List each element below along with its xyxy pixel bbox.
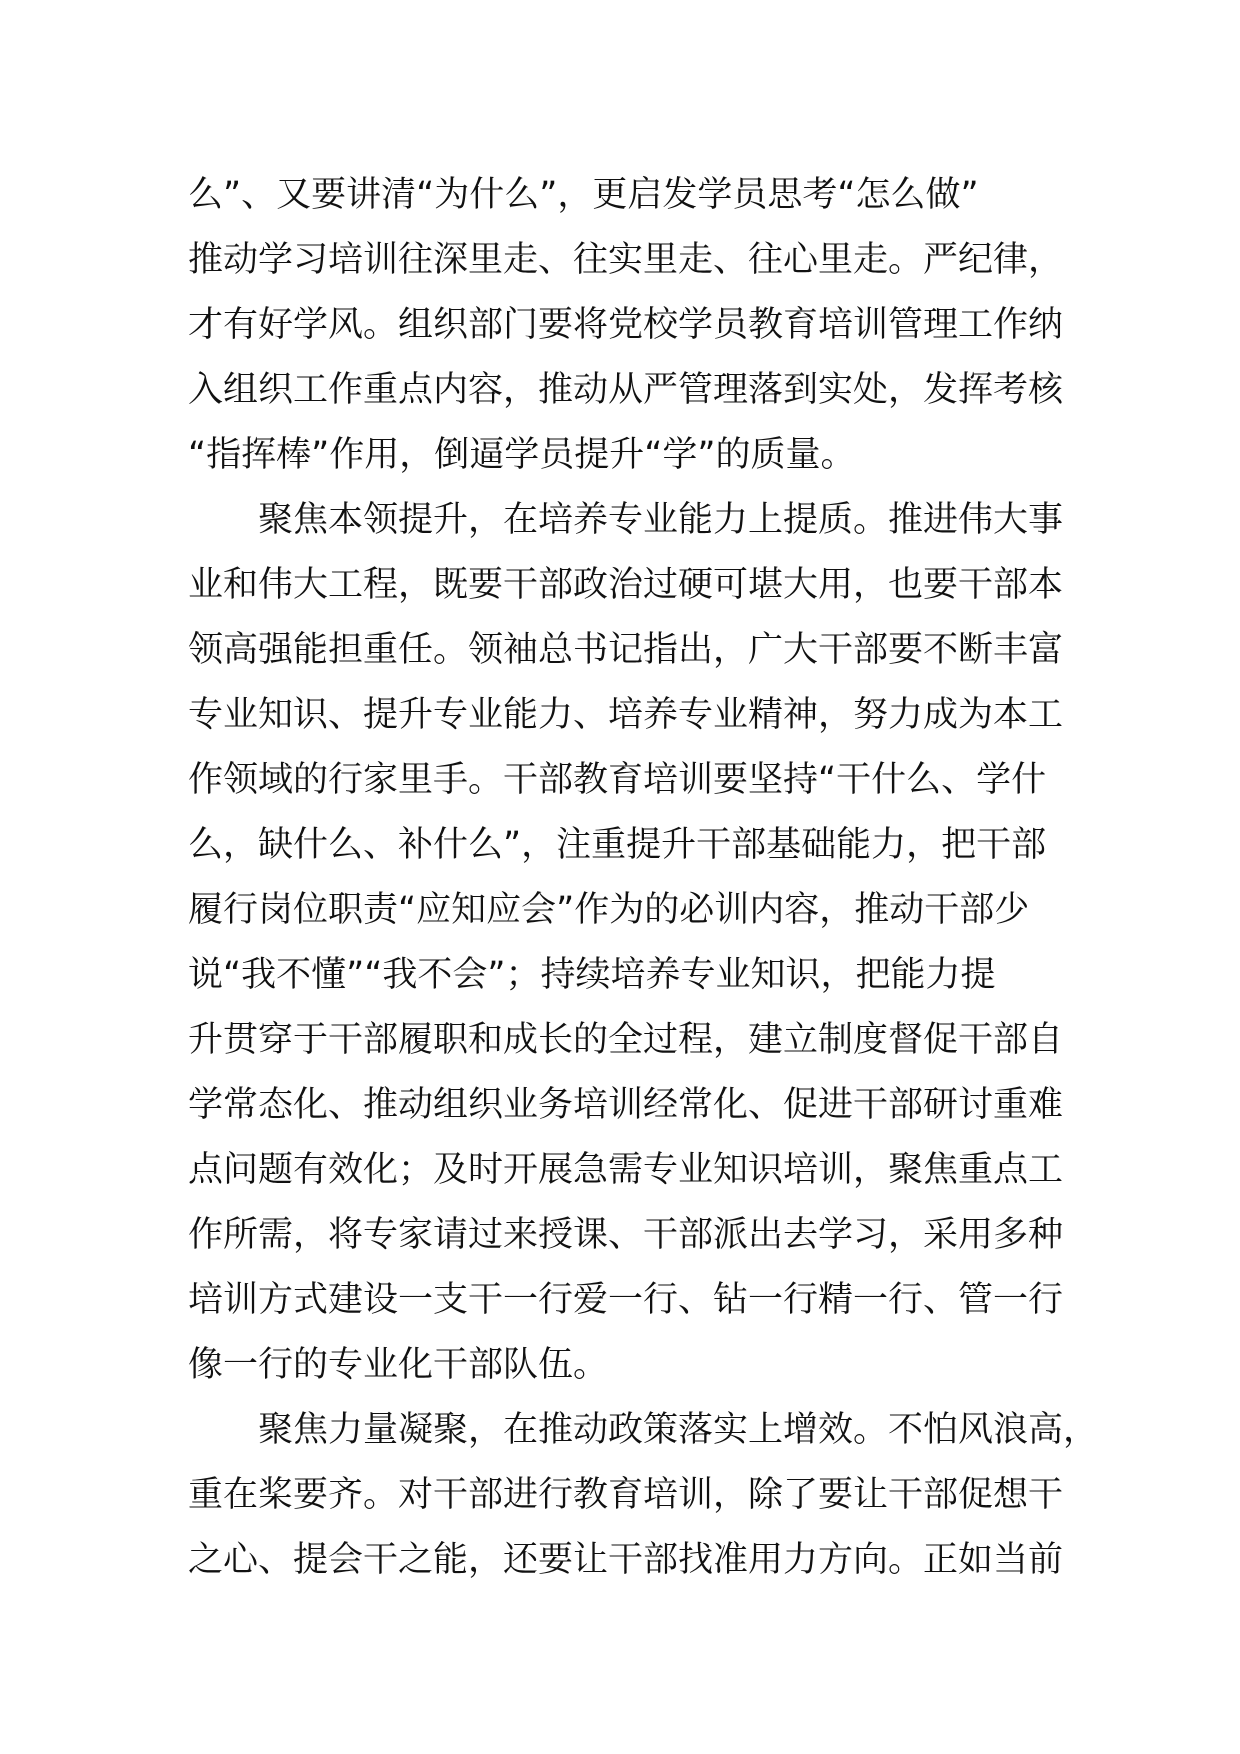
text-line: 推动学习培训往深里走、往实里走、往心里走。严纪律， bbox=[188, 240, 1064, 280]
body-text bbox=[188, 163, 1099, 1593]
text-line: 履行岗位职责“应知应会”作为的必训内容，推动干部少 bbox=[188, 890, 1030, 930]
text-line: 作领域的行家里手。干部教育培训要坚持“干什么、学什 bbox=[188, 760, 1047, 800]
paragraph-start-line: 聚焦本领提升，在培养专业能力上提质。推进伟大事 bbox=[258, 500, 1064, 540]
text-line: 领高强能担重任。领袖总书记指出，广大干部要不断丰富 bbox=[188, 630, 1064, 670]
text-line: 重在桨要齐。对干部进行教育培训，除了要让干部促想干 bbox=[188, 1475, 1064, 1515]
text-line: 么”、又要讲清“为什么”，更启发学员思考“怎么做” bbox=[188, 175, 979, 215]
text-line: 入组织工作重点内容，推动从严管理落到实处，发挥考核 bbox=[188, 370, 1064, 410]
text-line: 业和伟大工程，既要干部政治过硬可堪大用，也要干部本 bbox=[188, 565, 1064, 605]
text-line: 么，缺什么、补什么”，注重提升干部基础能力，把干部 bbox=[188, 825, 1047, 865]
paragraph-start-line: 聚焦力量凝聚，在推动政策落实上增效。不怕风浪高， bbox=[258, 1410, 1099, 1450]
text-line: 升贯穿于干部履职和成长的全过程，建立制度督促干部自 bbox=[188, 1020, 1064, 1060]
text-line: 说“我不懂”“我不会”；持续培养专业知识，把能力提 bbox=[188, 955, 996, 995]
text-line: 像一行的专业化干部队伍。 bbox=[188, 1345, 609, 1385]
text-line: 学常态化、推动组织业务培训经常化、促进干部研讨重难 bbox=[188, 1085, 1064, 1125]
text-line: 点问题有效化；及时开展急需专业知识培训，聚焦重点工 bbox=[188, 1150, 1064, 1190]
text-line: “指挥棒”作用，倒逼学员提升“学”的质量。 bbox=[188, 435, 856, 475]
text-line: 作所需，将专家请过来授课、干部派出去学习，采用多种 bbox=[188, 1215, 1064, 1255]
text-line: 培训方式建设一支干一行爱一行、钻一行精一行、管一行 bbox=[188, 1280, 1064, 1320]
text-line: 才有好学风。组织部门要将党校学员教育培训管理工作纳 bbox=[188, 305, 1064, 345]
text-line: 之心、提会干之能，还要让干部找准用力方向。正如当前 bbox=[188, 1540, 1064, 1580]
text-line: 专业知识、提升专业能力、培养专业精神，努力成为本工 bbox=[188, 695, 1064, 735]
